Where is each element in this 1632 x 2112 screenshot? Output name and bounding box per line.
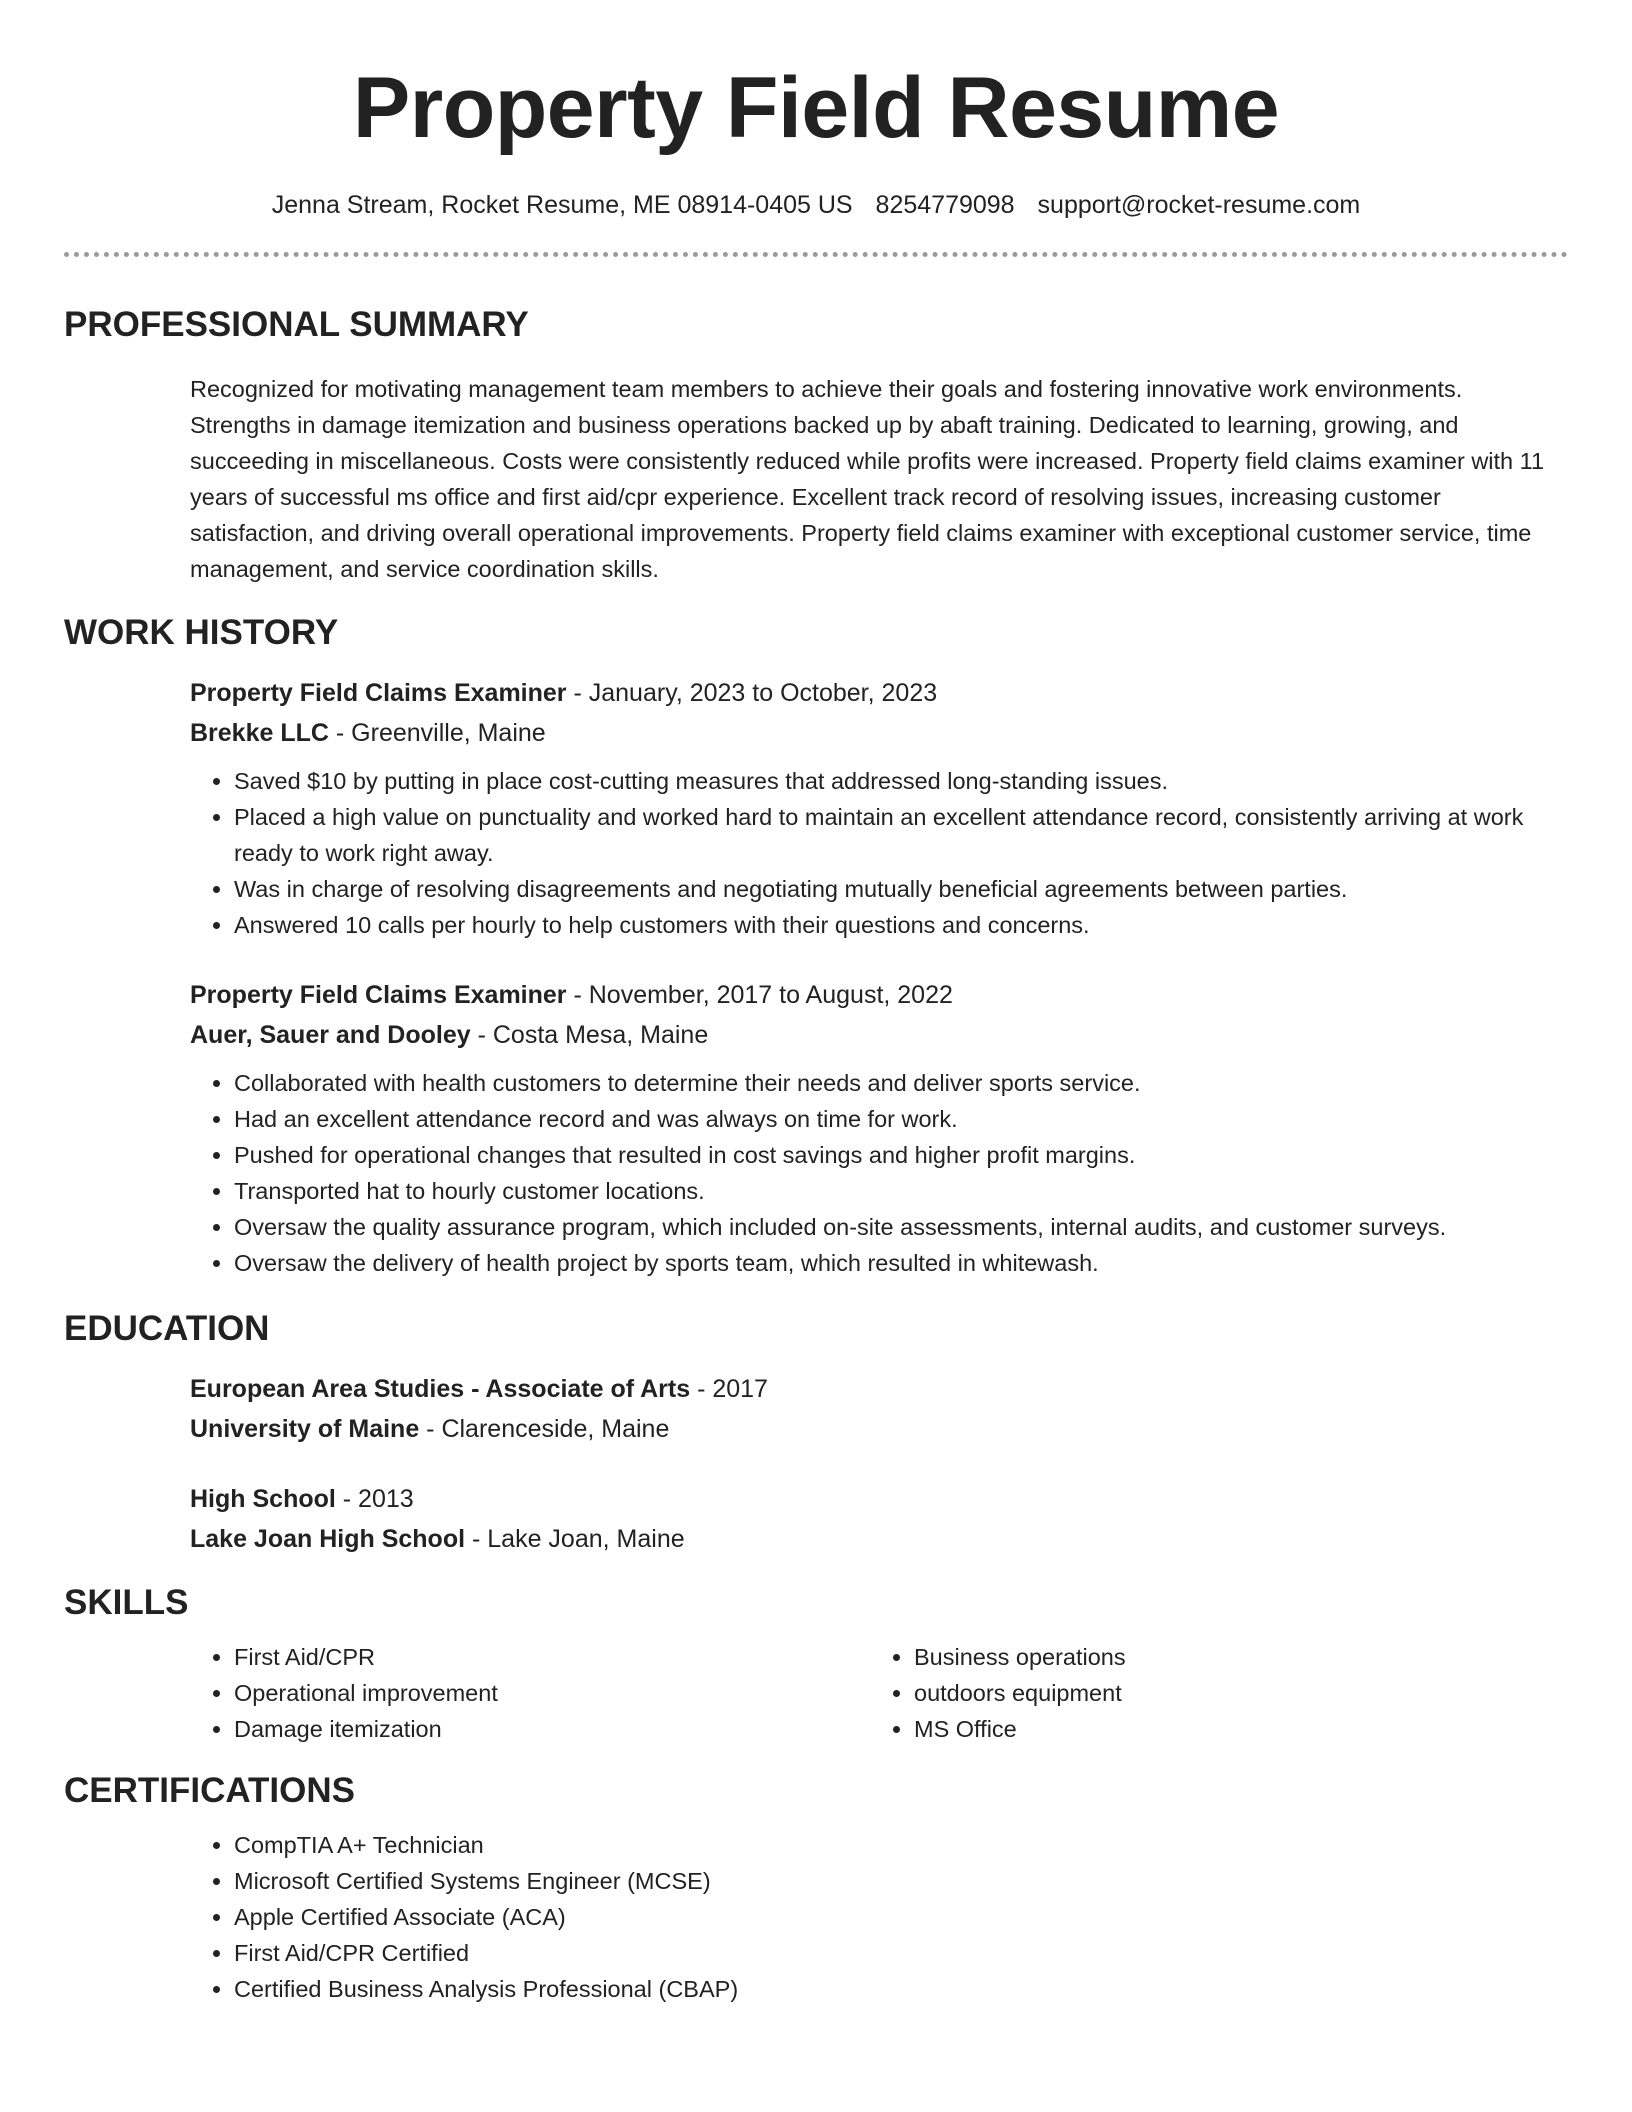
job-entry [190,975,1568,1281]
resume-title: Property Field Resume [352,60,1280,156]
job-title: Property Field Claims Examiner [190,981,567,1009]
school-location: - Lake Joan, Maine [465,1525,685,1553]
skill-item: • First Aid/CPR [234,1639,870,1675]
school: University of Maine [190,1415,420,1443]
contact-phone: 8254779098 [875,191,1015,219]
summary-section [64,303,1568,587]
job-dates: - January, 2023 to October, 2023 [566,679,938,707]
certifications-list [190,1827,1568,2007]
job-bullet: • Transported hat to hourly customer locations. [234,1173,1568,1209]
job-bullets [190,763,1568,943]
job-title-line [190,673,1568,713]
job-bullet: • Oversaw the quality assurance program, which included on-site assessments, internal audits, and customer surveys. [234,1209,1568,1245]
job-bullet: • Pushed for operational changes that resulted in cost savings and higher profit margins. [234,1137,1568,1173]
job-company-line [190,713,1568,753]
school-line [190,1519,1568,1559]
job-title: Property Field Claims Examiner [190,679,567,707]
job-title-line [190,975,1568,1015]
work-history-heading: WORK HISTORY [64,613,339,652]
education-section [64,1307,1568,1559]
header-divider [64,252,1568,257]
education-entry [190,1369,1568,1449]
certifications-section [64,1769,1568,2007]
job-bullet: • Answered 10 calls per hourly to help customers with their questions and concerns. [234,907,1568,943]
job-bullet: • Placed a high value on punctuality and worked hard to maintain an excellent attendance record, consistently arriving at work ready to work right away. [234,799,1568,871]
certification-item: • Certified Business Analysis Professional (CBAP) [234,1971,1568,2007]
contact-address: Jenna Stream, Rocket Resume, ME 08914-0405 US [271,191,853,219]
education-heading: EDUCATION [64,1309,270,1348]
summary-heading: PROFESSIONAL SUMMARY [64,305,529,344]
certification-item: • CompTIA A+ Technician [234,1827,1568,1863]
school: Lake Joan High School [190,1525,466,1553]
contact-email: support@rocket-resume.com [1037,191,1361,219]
contact-info [64,188,1568,222]
skill-item: • Business operations [914,1639,1550,1675]
job-company: Brekke LLC [190,719,329,747]
skills-list-right [870,1639,1550,1747]
school-location: - Clarenceside, Maine [419,1415,670,1443]
certifications-heading: CERTIFICATIONS [64,1771,356,1810]
certification-item: • First Aid/CPR Certified [234,1935,1568,1971]
job-location: - Costa Mesa, Maine [470,1021,709,1049]
job-bullet: • Collaborated with health customers to determine their needs and deliver sports service. [234,1065,1568,1101]
skills-grid [190,1639,1568,1747]
job-company: Auer, Sauer and Dooley [190,1021,471,1049]
school-line [190,1409,1568,1449]
work-history-section [64,611,1568,1281]
degree-line [190,1479,1568,1519]
job-location: - Greenville, Maine [328,719,546,747]
skill-item: • Damage itemization [234,1711,870,1747]
skill-item: • MS Office [914,1711,1550,1747]
degree-line [190,1369,1568,1409]
skills-heading: SKILLS [64,1583,189,1622]
job-bullet: • Was in charge of resolving disagreements and negotiating mutually beneficial agreements between parties. [234,871,1568,907]
job-dates: - November, 2017 to August, 2022 [566,981,953,1009]
degree: High School [190,1485,336,1513]
summary-text: Recognized for motivating management team members to achieve their goals and fostering innovative work environments. Strengths in damage itemization and business operations backed up by abaft training. Dedicated to learning, growing, and succeeding in miscellaneous. Costs were consistently reduced while profits were increased. Property field claims examiner with 11 years of successful ms office and first aid/cpr experience. Excellent track record of resolving issues, increasing customer satisfaction, and driving overall operational improvements. Property field claims examiner with exceptional customer service, time management, and service coordination skills. [190,376,1545,582]
degree-year: - 2013 [335,1485,414,1513]
job-entry [190,673,1568,943]
job-company-line [190,1015,1568,1055]
skills-section [64,1581,1568,1747]
job-bullet: • Saved $10 by putting in place cost-cutting measures that addressed long-standing issues. [234,763,1568,799]
skill-item: • Operational improvement [234,1675,870,1711]
job-bullets [190,1065,1568,1281]
skills-list-left [190,1639,870,1747]
job-bullet: • Had an excellent attendance record and was always on time for work. [234,1101,1568,1137]
job-bullet: • Oversaw the delivery of health project by sports team, which resulted in whitewash. [234,1245,1568,1281]
skill-item: • outdoors equipment [914,1675,1550,1711]
degree-year: - 2017 [690,1375,768,1403]
certification-item: • Apple Certified Associate (ACA) [234,1899,1568,1935]
degree: European Area Studies - Associate of Arts [190,1375,691,1403]
education-entry [190,1479,1568,1559]
certification-item: • Microsoft Certified Systems Engineer (MCSE) [234,1863,1568,1899]
